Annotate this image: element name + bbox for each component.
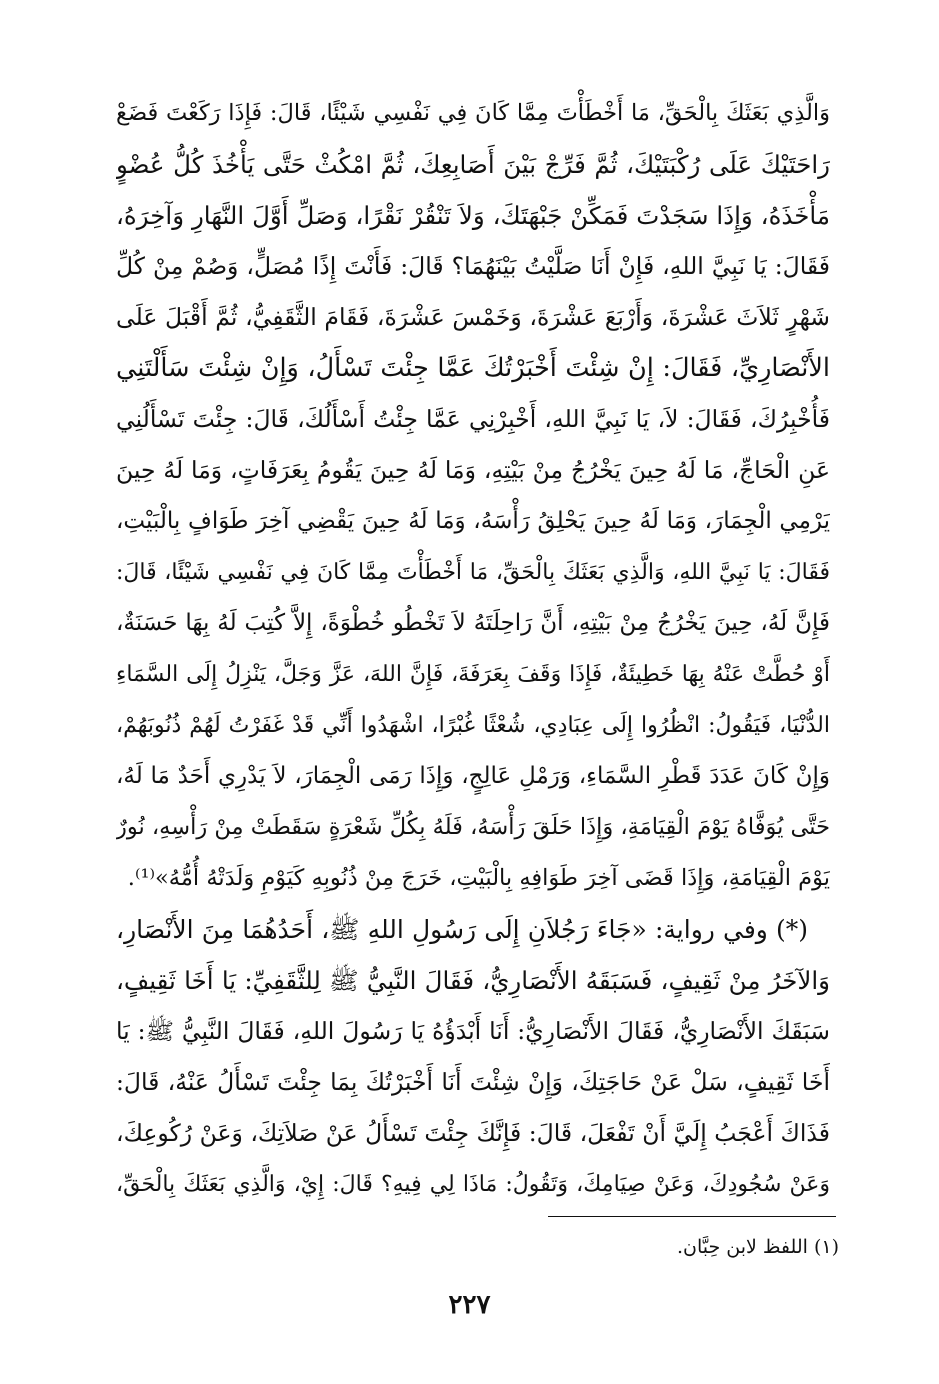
text-line: فَإِنَّ لَهُ، حِينَ يَخْرُجُ مِنْ بَيْتِهِ، أَنَّ رَاحِلَتَهُ لاَ تَخْطُو خُطْوَةً، إِلاَّ كُتِبَ لَهُ بِهَا حَسَنَةٌ، bbox=[116, 610, 830, 636]
text-line: الدُّنْيَا، فَيَقُولُ: انْظُرُوا إِلَى عِبَادِي، شُعْثًا غُبْرًا، اشْهَدُوا أَنِّي قَدْ غَفَرْتُ لَهُمْ ذُنُوبَهُمْ، bbox=[116, 713, 830, 738]
text-line: عَنِ الْحَاجِّ، مَا لَهُ حِينَ يَخْرُجُ مِنْ بَيْتِهِ، وَمَا لَهُ حِينَ يَقُومُ بِعَرَفَاتٍ، وَمَا لَهُ حِينَ bbox=[116, 456, 830, 484]
text-line: مَأْخَذَهُ، وَإِذَا سَجَدْتَ فَمَكِّنْ جَبْهَتَكَ، وَلاَ تَنْقُرْ نَقْرًا، وَصَلِّ أَوَّلَ النَّهَارِ وَآخِرَهُ، bbox=[116, 201, 830, 230]
page-number: ٢٢٧ bbox=[448, 1290, 491, 1320]
text-line: وَالآخَرُ مِنْ ثَقِيفٍ، فَسَبَقَهُ الأَنْصَارِيُّ، فَقَالَ النَّبِيُّ ﷺ لِلثَّقَفِيِّ: يَا أَخَا ثَقِيفٍ، bbox=[116, 966, 830, 995]
text-line: وَعَنْ سُجُودِكَ، وَعَنْ صِيَامِكَ، وَتَقُولُ: مَاذَا لِي فِيهِ؟ قَالَ: إِيْ، وَالَّذِي بَعَثَكَ بِالْحَقِّ، bbox=[116, 1172, 830, 1197]
text-line: أَوْ حُطَّتْ عَنْهُ بِهَا خَطِيئَةٌ، فَإِذَا وَقَفَ بِعَرَفَةَ، فَإِنَّ اللهَ، عَزَّ وَجَلَّ، يَنْزِلُ إِلَى السَّمَاءِ bbox=[116, 662, 830, 687]
text-line: الأَنْصَارِيِّ، فَقَالَ: إِنْ شِئْتَ أَخْبَرْتُكَ عَمَّا جِئْتَ تَسْأَلُ، وَإِنْ شِئْتَ سَأَلْتَنِي bbox=[116, 353, 830, 383]
text-line: (*) وفي رواية: «جَاءَ رَجُلاَنِ إِلَى رَسُولِ اللهِ ﷺ، أَحَدُهُمَا مِنَ الأَنْصَارِ، bbox=[116, 915, 808, 944]
text-line: حَتَّى يُوَفَّاهُ يَوْمَ الْقِيَامَةِ، وَإِذَا حَلَقَ رَأْسَهُ، فَلَهُ بِكُلِّ شَعْرَةٍ سَقَطَتْ مِنْ رَأْسِهِ، نُورٌ bbox=[116, 814, 830, 840]
text-line: فَأُخْبِرُكَ، فَقَالَ: لاَ، يَا نَبِيَّ اللهِ، أَخْبِرْنِي عَمَّا جِئْتُ أَسْأَلُكَ، قَالَ: جِئْتَ تَسْأَلُنِي bbox=[116, 405, 830, 433]
text-line: سَبَقَكَ الأَنْصَارِيُّ، فَقَالَ الأَنْصَارِيُّ: أَنَا أَبْدَؤُهُ يَا رَسُولَ اللهِ، فَقَالَ النَّبِيُّ ﷺ: يَا bbox=[116, 1017, 830, 1045]
text-line: شَهْرٍ ثَلاَثَ عَشْرَةَ، وَأَرْبَعَ عَشْرَةَ، وَخَمْسَ عَشْرَةَ، فَقَامَ الثَّقَفِيُّ، ثُمَّ أَقْبَلَ عَلَى bbox=[116, 303, 830, 331]
text-line: أَخَا ثَقِيفٍ، سَلْ عَنْ حَاجَتِكَ، وَإِنْ شِئْتَ أَنَا أَخْبَرْتُكَ بِمَا جِئْتَ تَسْأَلُ عَنْهُ، قَالَ: bbox=[116, 1068, 830, 1096]
text-line: فَذَاكَ أَعْجَبُ إِلَيَّ أَنْ تَفْعَلَ، قَالَ: فَإِنَّكَ جِئْتَ تَسْأَلُ عَنْ صَلاَتِكَ، وَعَنْ رُكُوعِكَ، bbox=[116, 1119, 830, 1147]
text-line: فَقَالَ: يَا نَبِيَّ اللهِ، وَالَّذِي بَعَثَكَ بِالْحَقِّ، مَا أَخْطَأْتَ مِمَّا كَانَ فِي نَفْسِي شَيْئًا، قَالَ: bbox=[116, 560, 830, 585]
text-line: يَرْمِي الْجِمَارَ، وَمَا لَهُ حِينَ يَحْلِقُ رَأْسَهُ، وَمَا لَهُ حِينَ يَقْضِي آخِرَ طَوَافٍ بِالْبَيْتِ، bbox=[116, 508, 830, 534]
footnote: (١) اللفظ لابن حِبَّان. bbox=[676, 1236, 839, 1258]
text-line: وَإِنْ كَانَ عَدَدَ قَطْرِ السَّمَاءِ، وَرَمْلِ عَالِجٍ، وَإِذَا رَمَى الْجِمَارَ، لاَ يَدْرِي أَحَدٌ مَا لَهُ، bbox=[116, 763, 830, 789]
text-line: وَالَّذِي بَعَثَكَ بِالْحَقِّ، مَا أَخْطَأْتَ مِمَّا كَانَ فِي نَفْسِي شَيْئًا، قَالَ: فَإِذَا رَكَعْتَ فَضَعْ bbox=[116, 100, 830, 126]
paragraph-end-line: يَوْمَ الْقِيَامَةِ، وَإِذَا قَضَى آخِرَ طَوَافِهِ بِالْبَيْتِ، خَرَجَ مِنْ ذُنُوبِهِ كَيَوْمِ وَلَدَتْهُ أُمُّهُ»⁽¹⁾. bbox=[127, 865, 830, 891]
text-line: فَقَالَ: يَا نَبِيَّ اللهِ، فَإِنْ أَنَا صَلَّيْتُ بَيْنَهُمَا؟ قَالَ: فَأَنْتَ إِذًا مُصَلٍّ، وَصُمْ مِنْ كُلِّ bbox=[116, 252, 830, 280]
footnote-divider bbox=[548, 1216, 836, 1217]
body-text bbox=[116, 88, 830, 1210]
text-line: رَاحَتَيْكَ عَلَى رُكْبَتَيْكَ، ثُمَّ فَرِّجْ بَيْنَ أَصَابِعِكَ، ثُمَّ امْكُثْ حَتَّى يَأْخُذَ كُلُّ عُضْوٍ bbox=[116, 150, 830, 179]
